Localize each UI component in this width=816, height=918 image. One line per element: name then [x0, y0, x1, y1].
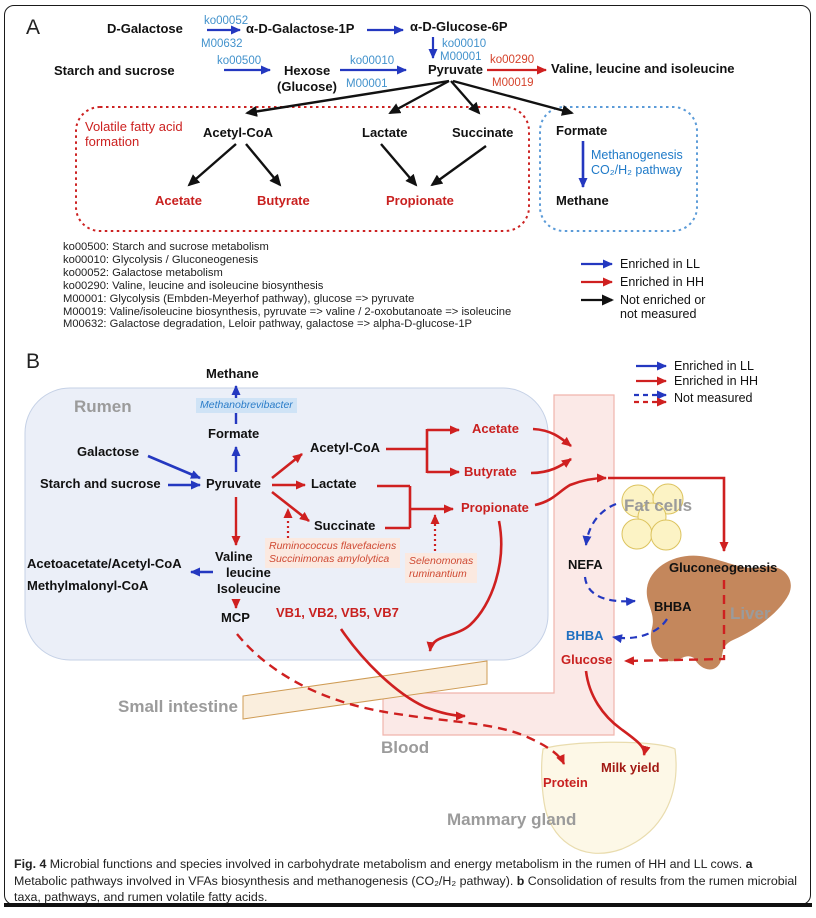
node-a-starch-sucrose: Starch and sucrose — [54, 63, 175, 78]
node-a-acetate: Acetate — [155, 193, 202, 208]
label-m00019: M00019 — [492, 77, 534, 89]
node-a-hexose: Hexose — [284, 63, 331, 78]
node-b-methylmalonyl: Methylmalonyl-CoA — [27, 578, 149, 593]
node-b-bhba-blood: BHBA — [566, 628, 604, 643]
microbe-selenomonas-line1: Selenomonas — [409, 555, 474, 567]
mammary-gland-shape — [542, 742, 676, 853]
label-co2-h2-pathway: CO₂/H₂ pathway — [591, 163, 682, 177]
organ-label-blood: Blood — [381, 738, 430, 757]
microbe-ruminococcus: Ruminococcus flavefaciens — [269, 540, 397, 552]
node-b-protein: Protein — [543, 775, 588, 790]
node-b-leucine: leucine — [226, 565, 271, 580]
organ-label-liver: Liver — [730, 604, 771, 623]
node-a-methane: Methane — [556, 193, 609, 208]
node-a-valine-leucine-isoleucine: Valine, leucine and isoleucine — [551, 61, 735, 76]
label-ko00500: ko00500 — [217, 55, 262, 67]
ko-list-item: M00632: Galactose degradation, Leloir pathway, galactose => alpha-D-glucose-1P — [63, 318, 473, 331]
caption-text-2: Metabolic pathways involved in VFAs biosynthesis and methanogenesis (CO₂/H₂ pathway). — [14, 873, 517, 888]
node-a-propionate: Propionate — [386, 193, 454, 208]
arrow-succinate-to-propionate-a — [432, 146, 486, 185]
vfa-box-title: Volatile fatty acid formation — [85, 119, 183, 149]
label-ko00010-1: ko00010 — [442, 38, 487, 50]
ko-definition-list — [63, 241, 511, 331]
microbe-methanobrevibacter: Methanobrevibacter — [196, 398, 297, 413]
node-a-formate: Formate — [556, 123, 608, 138]
node-a-butyrate: Butyrate — [257, 193, 310, 208]
arrow-lactate-to-propionate-a — [381, 144, 416, 185]
node-b-acetyl-coa: Acetyl-CoA — [310, 440, 381, 455]
figure-caption — [14, 856, 804, 906]
label-methanogenesis: Methanogenesis — [591, 148, 683, 162]
microbe-ruminococcus-succinimonas — [265, 538, 400, 568]
node-b-acetoacetate: Acetoacetate/Acetyl-CoA — [27, 556, 182, 571]
microbe-succinimonas: Succinimonas amylolytica — [269, 553, 390, 566]
microbe-selenomonas-line2: ruminantium — [409, 568, 467, 581]
node-b-lactate: Lactate — [311, 476, 357, 491]
node-a-succinate: Succinate — [452, 125, 514, 140]
node-b-formate: Formate — [208, 426, 260, 441]
organ-label-fat-cells: Fat cells — [624, 496, 693, 515]
microbe-selenomonas — [405, 553, 477, 583]
label-m00001-1: M00001 — [440, 51, 482, 63]
node-b-propionate: Propionate — [461, 500, 529, 515]
node-b-succinate: Succinate — [314, 518, 376, 533]
label-m00001-2: M00001 — [346, 78, 388, 90]
node-b-glucose: Glucose — [561, 652, 613, 667]
node-b-vitamins: VB1, VB2, VB5, VB7 — [276, 605, 399, 620]
organ-label-small-intestine: Small intestine — [118, 697, 238, 716]
label-ko00010-2: ko00010 — [350, 55, 395, 67]
node-b-starch-sucrose: Starch and sucrose — [40, 476, 161, 491]
organ-label-rumen: Rumen — [74, 397, 132, 416]
node-a-hexose-glucose: (Glucose) — [277, 79, 337, 94]
caption-text-3: Consolidation of results from the rumen microbial taxa, pathways, and rumen volatile fatty acids. — [14, 873, 798, 904]
node-b-gluconeogenesis: Gluconeogenesis — [669, 560, 778, 575]
arrow-acetylcoa-to-acetate-a — [189, 144, 236, 185]
arrow-acetylcoa-to-butyrate-a — [246, 144, 280, 185]
node-b-valine: Valine — [215, 549, 253, 564]
node-a-pyruvate: Pyruvate — [428, 62, 483, 77]
node-b-milk-yield: Milk yield — [601, 760, 660, 775]
node-b-methane: Methane — [206, 366, 259, 381]
legend-b-label-ll: Enriched in LL — [674, 359, 754, 373]
node-b-mcp: MCP — [221, 610, 250, 625]
ko-list-item: ko00052: Galactose metabolism — [63, 266, 223, 279]
node-b-acetate: Acetate — [472, 421, 519, 436]
fat-cells-shape — [622, 484, 683, 550]
label-ko00052: ko00052 — [204, 15, 249, 27]
legend-a-label-not-enriched: Not enriched or not measured — [620, 293, 706, 322]
caption-text-1: Microbial functions and species involved in carbohydrate metabolism and energy metabolism in the rumen of HH and LL cows. — [46, 857, 746, 871]
label-m00632: M00632 — [201, 38, 243, 50]
organ-label-mammary-gland: Mammary gland — [447, 810, 577, 829]
legend-a-label-ll: Enriched in LL — [620, 257, 700, 271]
node-a-lactate: Lactate — [362, 125, 408, 140]
node-a-glucose-6p: α-D-Glucose-6P — [410, 19, 508, 34]
legend-b-label-hh: Enriched in HH — [674, 374, 759, 388]
ko-list-item: ko00290: Valine, leucine and isoleucine biosynthesis — [63, 279, 324, 292]
label-ko00290: ko00290 — [490, 54, 535, 66]
panel-b-letter: B — [26, 350, 41, 373]
node-b-nefa: NEFA — [568, 557, 603, 572]
legend-a-label-hh: Enriched in HH — [620, 275, 705, 289]
caption-fig-number: Fig. 4 — [14, 857, 47, 871]
node-a-d-galactose: D-Galactose — [107, 21, 183, 36]
panel-a-letter: A — [26, 16, 41, 39]
node-b-butyrate: Butyrate — [464, 464, 517, 479]
node-b-galactose: Galactose — [77, 444, 140, 459]
node-a-galactose-1p: α-D-Galactose-1P — [246, 21, 355, 36]
panel-b-shapes — [25, 388, 791, 853]
ko-list-item: M00019: Valine/isoleucine biosynthesis, pyruvate => valine / 2-oxobutanoate => isoleucine — [63, 305, 512, 318]
legend-b-label-not-measured: Not measured — [674, 391, 753, 405]
ko-list-item: ko00500: Starch and sucrose metabolism — [63, 241, 269, 253]
node-b-pyruvate: Pyruvate — [206, 476, 261, 491]
caption-part-a: a — [745, 857, 753, 871]
node-b-bhba-liver: BHBA — [654, 599, 692, 614]
ko-list-item: M00001: Glycolysis (Embden-Meyerhof pathway), glucose => pyruvate — [63, 292, 415, 305]
node-a-acetyl-coa: Acetyl-CoA — [203, 125, 274, 140]
node-b-isoleucine: Isoleucine — [217, 581, 281, 596]
ko-list-item: ko00010: Glycolysis / Gluconeogenesis — [63, 253, 259, 266]
caption-part-b: b — [516, 873, 525, 888]
